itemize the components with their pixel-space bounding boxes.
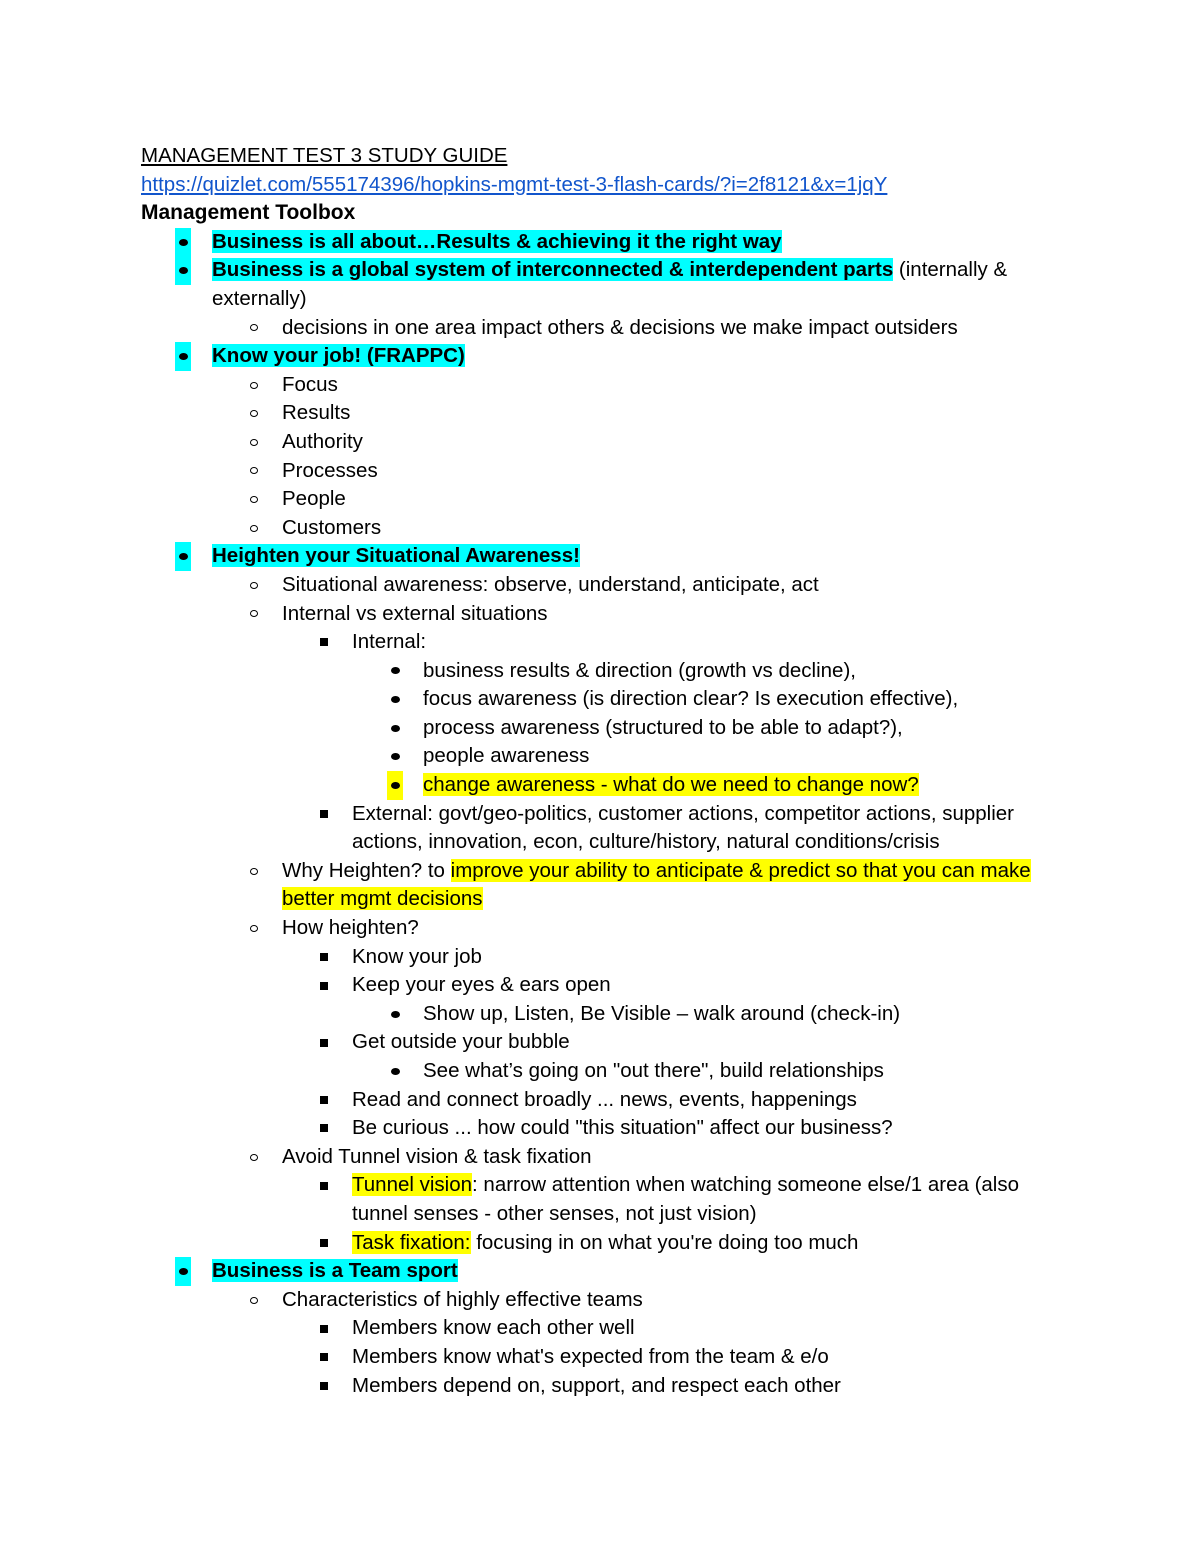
bullet-disc-icon	[387, 742, 403, 771]
list-item-text: Why Heighten? to	[282, 858, 451, 882]
document-page	[141, 142, 1061, 1400]
bullet-circle-icon	[246, 914, 262, 943]
list-item-text: Focus	[282, 372, 338, 396]
bullet-square-icon	[316, 1314, 332, 1343]
quizlet-link[interactable]: https://quizlet.com/555174396/hopkins-mgmt-test-3-flash-cards/?i=2f8121&x=1jqY	[141, 172, 888, 196]
bullet-square-icon	[316, 1343, 332, 1372]
bullet-square-icon	[316, 1372, 332, 1401]
list-item-text: Get outside your bubble	[352, 1030, 570, 1054]
list-item-text: Authority	[282, 429, 363, 453]
list-item-text: Business is all about…Results & achieving it the right way	[212, 229, 782, 253]
list-item	[141, 1229, 1061, 1258]
list-item	[141, 514, 1061, 543]
list-item-text: People	[282, 487, 346, 511]
list-item-text: Characteristics of highly effective teams	[282, 1287, 643, 1311]
bullet-disc-icon	[175, 228, 191, 257]
bullet-disc-icon	[175, 342, 191, 371]
bullet-circle-icon	[246, 1286, 262, 1315]
list-item-text: focus awareness (is direction clear? Is execution effective),	[423, 687, 959, 711]
list-item-text: Know your job	[352, 944, 482, 968]
bullet-disc-icon	[175, 1257, 191, 1286]
list-item	[141, 1372, 1061, 1401]
list-item	[141, 399, 1061, 428]
list-item-text: Read and connect broadly ... news, events, happenings	[352, 1087, 857, 1111]
list-item-text: How heighten?	[282, 916, 419, 940]
list-item	[141, 771, 1061, 800]
list-item	[141, 1057, 1061, 1086]
list-item-text: Results	[282, 401, 351, 425]
list-item-text: process awareness (structured to be able to adapt?),	[423, 715, 903, 739]
list-item	[141, 342, 1061, 371]
bullet-square-icon	[316, 800, 332, 829]
list-item	[141, 428, 1061, 457]
bullet-square-icon	[316, 943, 332, 972]
bullet-square-icon	[316, 1171, 332, 1200]
list-item	[141, 1257, 1061, 1286]
bullet-circle-icon	[246, 399, 262, 428]
list-item	[141, 1028, 1061, 1057]
bullet-disc-icon	[387, 657, 403, 686]
list-item-text: Keep your eyes & ears open	[352, 973, 611, 997]
list-item	[141, 371, 1061, 400]
bullet-disc-icon	[387, 1000, 403, 1029]
bullet-disc-icon	[175, 256, 191, 285]
list-item-text: Situational awareness: observe, understand, anticipate, act	[282, 572, 819, 596]
list-item-text: business results & direction (growth vs decline),	[423, 658, 856, 682]
bullet-disc-icon	[387, 685, 403, 714]
list-item	[141, 1000, 1061, 1029]
list-item	[141, 485, 1061, 514]
bullet-circle-icon	[246, 428, 262, 457]
bullet-circle-icon	[246, 314, 262, 343]
bullet-circle-icon	[246, 1143, 262, 1172]
list-item-text: Customers	[282, 515, 382, 539]
list-item	[141, 971, 1061, 1000]
list-item-text: Members depend on, support, and respect each other	[352, 1373, 841, 1397]
bullet-circle-icon	[246, 457, 262, 486]
list-item-text: See what’s going on "out there", build relationships	[423, 1059, 884, 1082]
list-item	[141, 571, 1061, 600]
list-item-text: Avoid Tunnel vision & task fixation	[282, 1144, 592, 1168]
list-item	[141, 657, 1061, 686]
list-item	[141, 1286, 1061, 1315]
list-item	[141, 1114, 1061, 1143]
highlighted-text: Task fixation:	[352, 1230, 471, 1254]
list-item-text: focusing in on what you're doing too much	[470, 1230, 859, 1254]
list-item	[141, 228, 1061, 257]
list-item-text: Be curious ... how could "this situation" affect our business?	[352, 1116, 893, 1140]
list-item	[141, 542, 1061, 571]
list-item-text: (internally & externally)	[212, 258, 1008, 310]
list-item-text: people awareness	[423, 744, 590, 768]
bullet-square-icon	[316, 971, 332, 1000]
list-item	[141, 1143, 1061, 1172]
list-item	[141, 714, 1061, 743]
list-item	[141, 600, 1061, 629]
list-item	[141, 914, 1061, 943]
list-item	[141, 1314, 1061, 1343]
list-item-text: decisions in one area impact others & decisions we make impact outsiders	[282, 315, 958, 339]
list-item	[141, 1171, 1061, 1228]
bullet-square-icon	[316, 1229, 332, 1258]
list-item-text: Business is a Team sport	[212, 1259, 458, 1283]
list-item	[141, 1343, 1061, 1372]
list-item-text: : narrow attention when watching someone else/1 area (also tunnel senses - other senses, not just vision)	[352, 1173, 1020, 1225]
bullet-square-icon	[316, 1114, 332, 1143]
bullet-disc-icon	[387, 771, 403, 800]
list-item-text: Know your job! (FRAPPC)	[212, 344, 465, 368]
list-item-text: Internal:	[352, 630, 427, 654]
list-item	[141, 685, 1061, 714]
highlighted-text: Tunnel vision	[352, 1173, 473, 1197]
highlighted-text: improve your ability to anticipate & predict so that you can make better mgmt decisions	[282, 858, 1031, 911]
bullet-circle-icon	[246, 857, 262, 886]
list-item-text: Members know what's expected from the team & e/o	[352, 1344, 829, 1368]
list-item-text: Members know each other well	[352, 1316, 635, 1340]
bullet-circle-icon	[246, 514, 262, 543]
bullet-circle-icon	[246, 600, 262, 629]
bullet-circle-icon	[246, 371, 262, 400]
bullet-square-icon	[316, 1028, 332, 1057]
bullet-square-icon	[316, 628, 332, 657]
list-item-text: External: govt/geo-politics, customer actions, competitor actions, supplier actions, innovation, econ, culture/history, natural conditions/crisis	[352, 801, 1014, 854]
bullet-circle-icon	[246, 485, 262, 514]
list-item-text: Internal vs external situations	[282, 601, 548, 625]
list-item	[141, 1086, 1061, 1115]
list-item	[141, 256, 1061, 313]
bullet-square-icon	[316, 1086, 332, 1115]
list-item-text: Heighten your Situational Awareness!	[212, 544, 580, 568]
document-title: MANAGEMENT TEST 3 STUDY GUIDE	[141, 144, 508, 167]
list-item-text: Processes	[282, 458, 378, 482]
list-item	[141, 457, 1061, 486]
list-item-text: Show up, Listen, Be Visible – walk around (check-in)	[423, 1001, 901, 1025]
list-item	[141, 742, 1061, 771]
list-item	[141, 314, 1061, 343]
bullet-circle-icon	[246, 571, 262, 600]
list-item	[141, 800, 1061, 857]
list-item	[141, 943, 1061, 972]
bullet-disc-icon	[387, 1057, 403, 1086]
bullet-disc-icon	[175, 542, 191, 571]
list-item-text: change awareness - what do we need to change now?	[423, 773, 919, 797]
list-item-text: Business is a global system of interconnected & interdependent parts	[212, 258, 894, 282]
list-item	[141, 628, 1061, 657]
section-heading: Management Toolbox	[141, 201, 356, 225]
list-item	[141, 857, 1061, 914]
bullet-disc-icon	[387, 714, 403, 743]
